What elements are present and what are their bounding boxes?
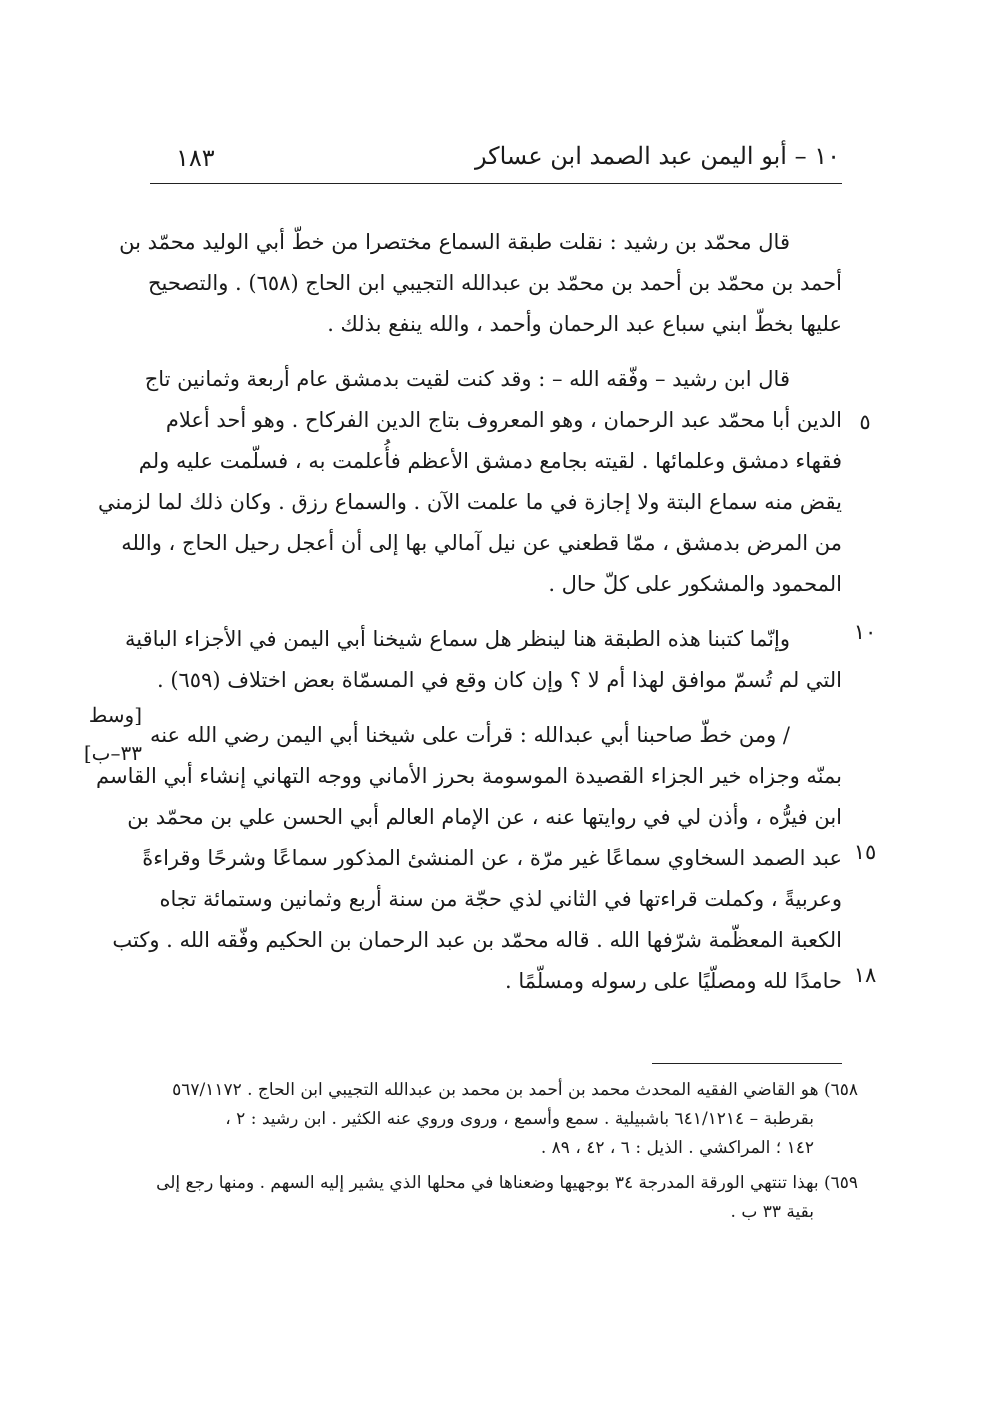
text-line: وإنّما كتبنا هذه الطبقة هنا لينظر هل سماع شيخنا أبي اليمن في الأجزاء الباقية: [125, 627, 790, 651]
marginal-folio-note: [62, 696, 142, 772]
text-line: فقهاء دمشق وعلمائها . لقيته بجامع دمشق الأعظم فأُعلمت به ، فسلّمت عليه ولم: [138, 449, 842, 473]
paragraph-1: [119, 222, 842, 345]
line-number-5: ٥: [859, 410, 871, 434]
footnote-divider: [652, 1063, 842, 1064]
line-number-15: ١٥: [853, 840, 877, 864]
footnote-line: ٦٥٩) بهذا تنتهي الورقة المدرجة ٣٤ بوجهيها وضعناها في محلها الذي يشير إليه السهم . ومنها رجع إلى: [156, 1173, 858, 1193]
text-line: الكعبة المعظّمة شرّفها الله . قاله محمّد بن عبد الرحمان بن الحكيم وفّقه الله . وكتب: [112, 928, 842, 952]
text-line: التي لم تُسمّ موافق لهذا أم لا ؟ وإن كان وقع في المسمّاة بعض اختلاف (٦٥٩) .: [156, 668, 842, 692]
text-line: حامدًا لله ومصلّيًا على رسوله ومسلّمًا .: [505, 969, 842, 993]
text-line: بمنّه وجزاه خير الجزاء القصيدة الموسومة بحرز الأماني ووجه التهاني إنشاء أبي القاسم: [96, 764, 842, 788]
footnote-658: [172, 1076, 858, 1163]
text-line: قال محمّد بن رشيد : نقلت طبقة السماع مختصرا من خطّ أبي الوليد محمّد بن: [119, 230, 790, 254]
paragraph-3: [125, 619, 842, 701]
text-line: أحمد بن محمّد بن أحمد بن محمّد بن عبدالله التجيبي ابن الحاج (٦٥٨) . والتصحيح: [148, 271, 842, 295]
header-divider: [150, 183, 842, 184]
running-header-title: ١٠ – أبو اليمن عبد الصمد ابن عساكر: [474, 142, 840, 170]
margin-note-line: [وسط: [88, 703, 142, 727]
line-number-10: ١٠: [853, 620, 877, 644]
text-line: قال ابن رشيد – وفّقه الله – : وقد كنت لقيت بدمشق عام أربعة وثمانين تاج: [144, 367, 790, 391]
text-line: ابن فيرُّه ، وأذن لي في روايتها عنه ، عن الإمام العالم أبي الحسن علي بن محمّد بن: [127, 805, 842, 829]
text-line: وعربيةً ، وكملت قراءتها في الثاني لذي حجّة من سنة أربع وثمانين وستمائة تجاه: [159, 887, 842, 911]
footnote-line: ٦٥٨) هو القاضي الفقيه المحدث محمد بن أحمد بن محمد بن عبدالله التجيبي ابن الحاج . ٥٦٧/١١٧٢: [172, 1080, 858, 1100]
footnote-line: ١٤٢ ؛ المراكشي . الذيل : ٦ ، ٤٢ ، ٨٩ .: [540, 1138, 814, 1158]
line-number-18: ١٨: [853, 963, 877, 987]
footnote-line: بقرطبة – ٦٤١/١٢١٤ باشبيلية . سمع وأسمع ، وروى وروي عنه الكثير . ابن رشيد : ٢ ،: [225, 1109, 814, 1129]
footnote-659: [156, 1169, 858, 1227]
text-line: / ومن خطّ صاحبنا أبي عبدالله : قرأت على شيخنا أبي اليمن رضي الله عنه: [149, 723, 790, 747]
paragraph-2: [97, 359, 842, 605]
page-number: ١٨٣: [176, 144, 215, 172]
margin-note-line: ٣٣–ب]: [83, 741, 142, 765]
footnotes: [156, 1076, 858, 1233]
footnote-line: بقية ٣٣ ب .: [730, 1202, 814, 1222]
text-line: المحمود والمشكور على كلّ حال .: [548, 572, 842, 596]
text-line: عليها بخطّ ابني سباع عبد الرحمان وأحمد ، والله ينفع بذلك .: [327, 312, 842, 336]
text-line: من المرض بدمشق ، ممّا قطعني عن نيل آمالي بها إلى أن أعجل رحيل الحاج ، والله: [121, 531, 842, 555]
text-line: الدين أبا محمّد عبد الرحمان ، وهو المعروف بتاج الدين الفركاح . وهو أحد أعلام: [165, 408, 842, 432]
text-line: عبد الصمد السخاوي سماعًا غير مرّة ، عن المنشئ المذكور سماعًا وشرحًا وقراءةً: [142, 846, 842, 870]
text-line: يقض منه سماع البتة ولا إجازة في ما علمت الآن . والسماع رزق . وكان ذلك لما لزمني: [97, 490, 842, 514]
